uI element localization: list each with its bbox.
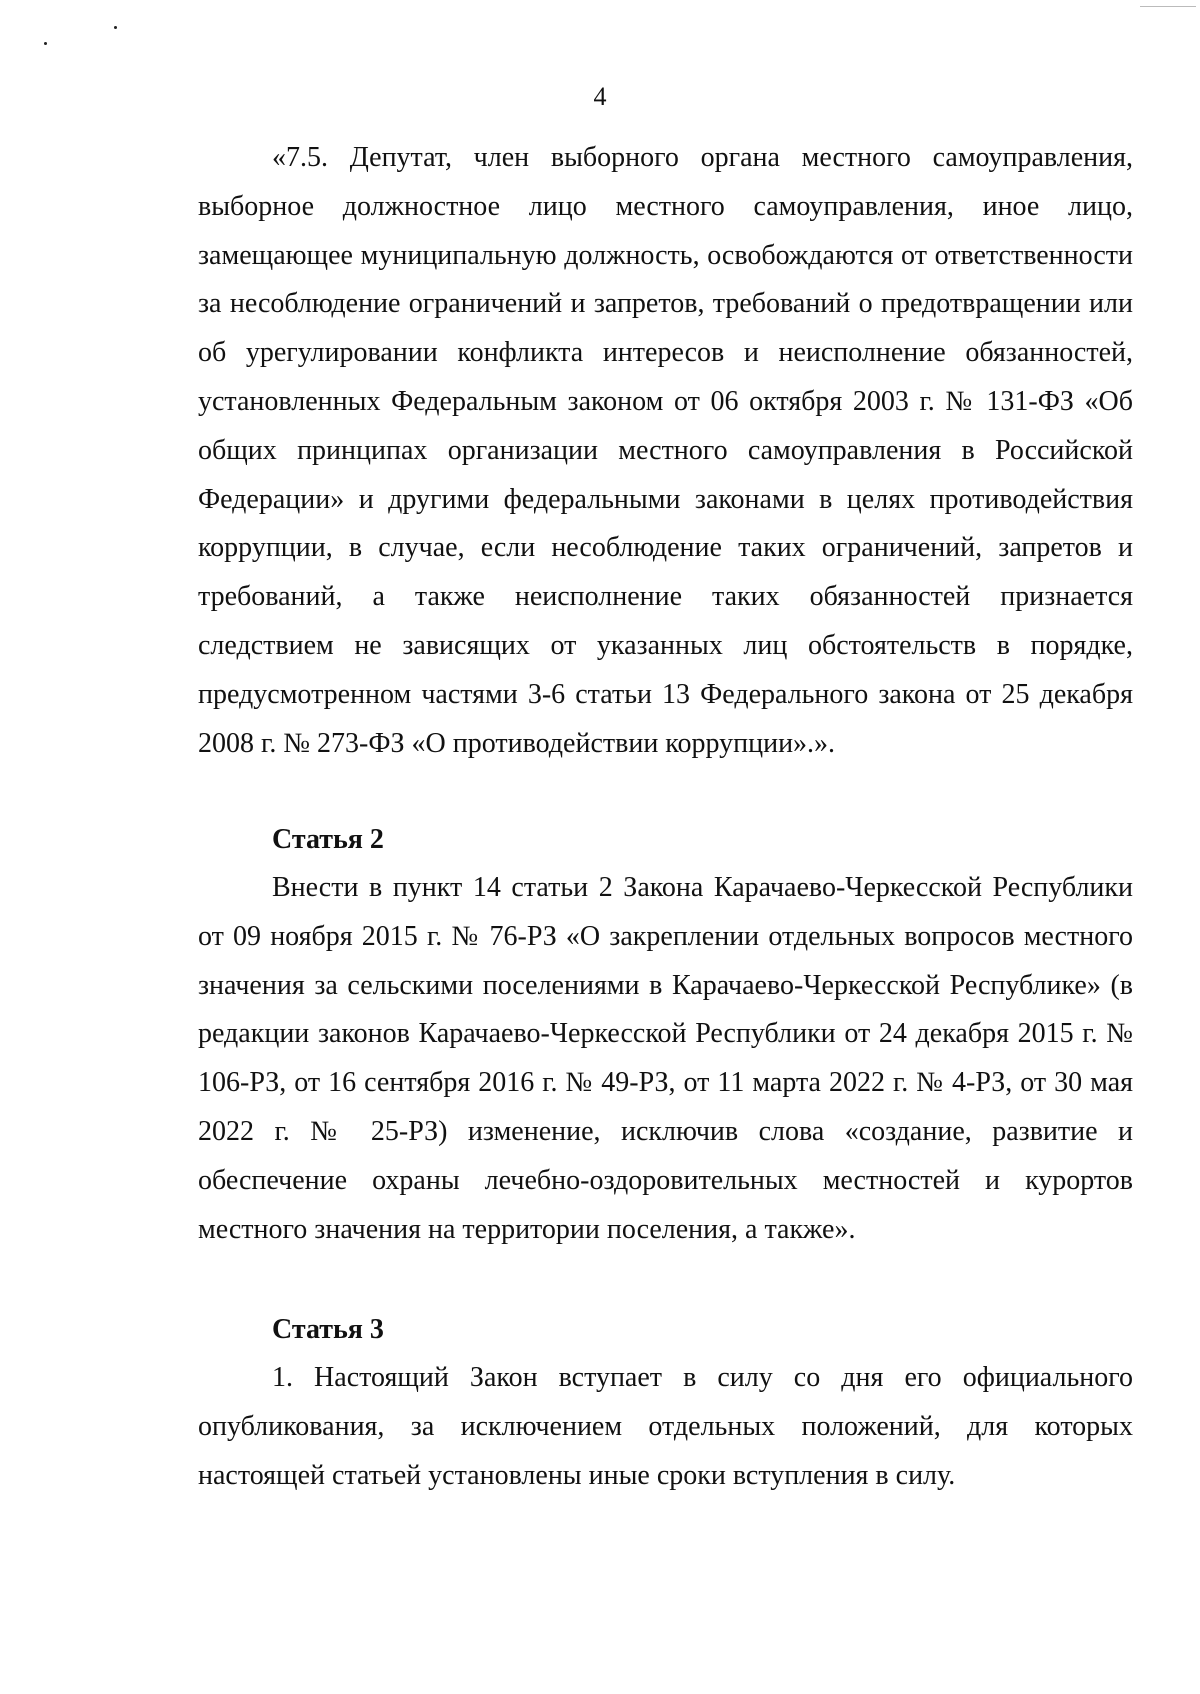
- scan-speck: [44, 42, 47, 45]
- paragraph-7-5: «7.5. Депутат, член выборного органа местного самоуправления, выборное должностное лицо местного самоуправления, иное лицо, замещающее муниципальную должность, освобождаются от ответственности за несоблюдение ограничений и запретов, требований о предотвращении или об урегулировании конфликта интересов и неисполнение обязанностей, установленных Федеральным законом от 06 октября 2003 г. № 131-ФЗ «Об общих принципах организации местного самоуправления в Российской Федерации» и другими федеральными законами в целях противодействия коррупции, в случае, если несоблюдение таких ограничений, запретов и требований, а также неисполнение таких обязанностей признается следствием не зависящих от указанных лиц обстоятельств в порядке, предусмотренном частями 3-6 статьи 13 Федерального закона от 25 декабря 2008 г. № 273-ФЗ «О противодействии коррупции».».: [198, 142, 1133, 759]
- article-3-heading: Статья 3: [272, 1314, 384, 1345]
- article-2-heading: Статья 2: [272, 824, 384, 855]
- article-3-paragraph: 1. Настоящий Закон вступает в силу со дня его официального опубликования, за исключением отдельных положений, для которых настоящей статьей установлены иные сроки вступления в силу.: [198, 1362, 1133, 1491]
- scan-edge-mark: [1140, 6, 1196, 7]
- scan-speck: [114, 26, 117, 29]
- page-number: 4: [593, 82, 607, 111]
- article-2-paragraph: Внести в пункт 14 статьи 2 Закона Карачаево-Черкесской Республики от 09 ноября 2015 г. № 76-РЗ «О закреплении отдельных вопросов местного значения за сельскими поселениями в Карачаево-Черкесской Республике» (в редакции законов Карачаево-Черкесской Республики от 24 декабря 2015 г. № 106-РЗ, от 16 сентября 2016 г. № 49-РЗ, от 11 марта 2022 г. № 4-РЗ, от 30 мая 2022 г. № 25-РЗ) изменение, исключив слова «создание, развитие и обеспечение охраны лечебно-оздоровительных местностей и курортов местного значения на территории поселения, а также».: [198, 872, 1133, 1245]
